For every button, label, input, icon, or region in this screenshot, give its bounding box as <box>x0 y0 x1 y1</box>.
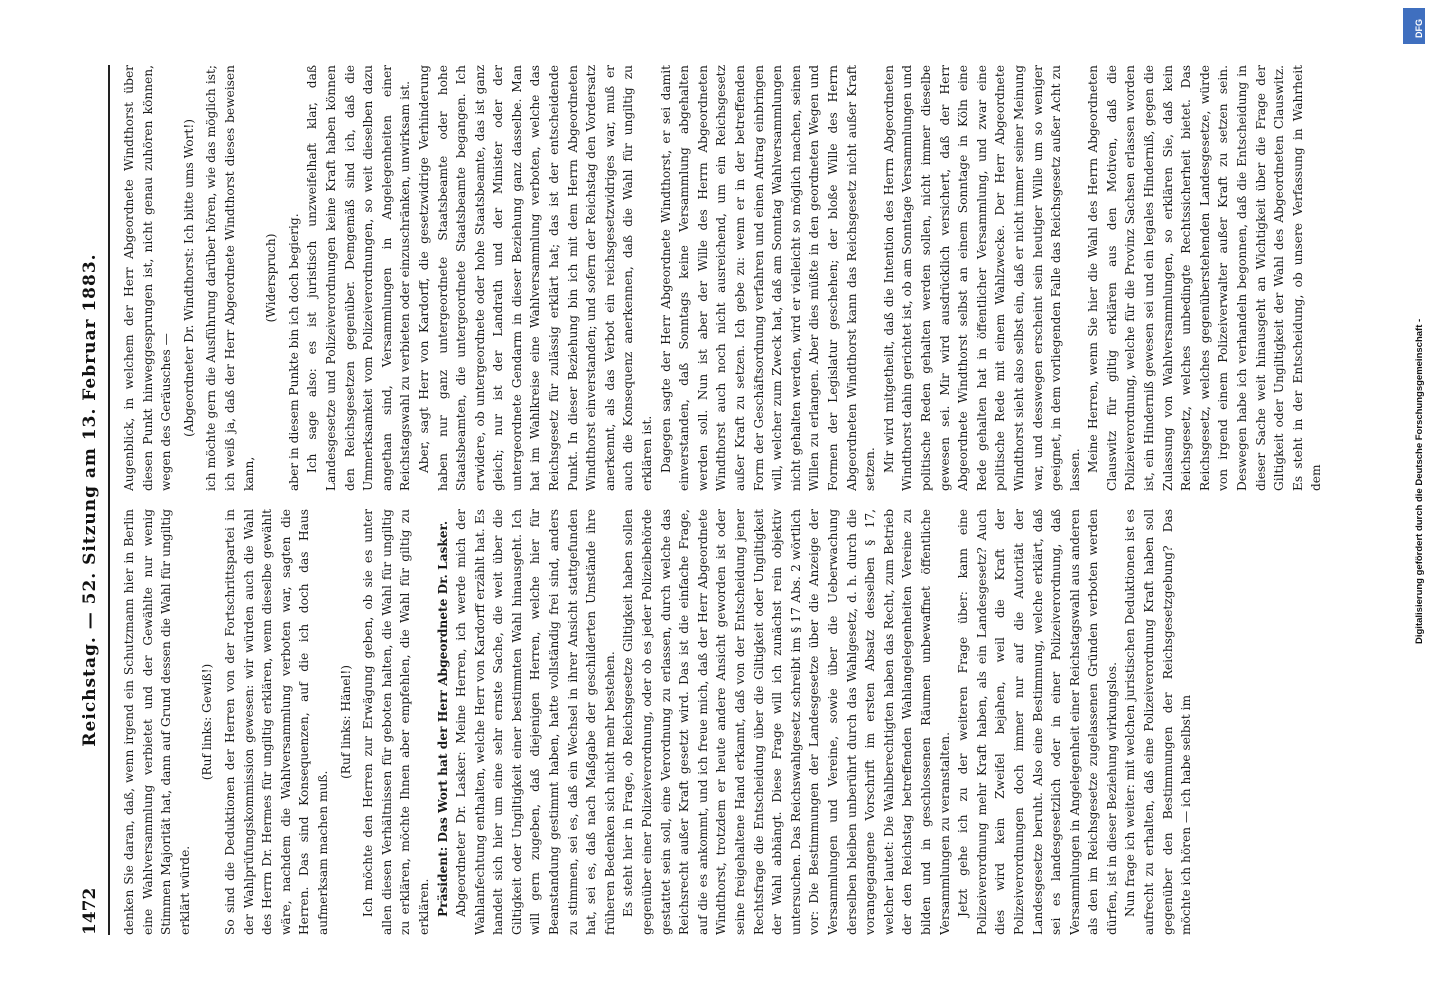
paragraph: Es steht hier in Frage, ob Reichsgesetze Giltigkeit haben sollen gegenüber einer Polizeiverordnung, oder ob es jeder Polizeibehörde gestattet sein soll, eine Verordnung zu erlassen, durch welche das Reichsrecht außer Kraft gesetzt wird. Das ist die einfache Frage, auf die es ankommt, und ich freue mich, daß der Herr Abgeordnete Windthorst, trotzdem er heute andere Ansicht geworden ist oder seine freigehaltene Hand erkannt, daß von der Entscheidung jener Rechtsfrage die Entscheidung über die Giltigkeit oder Ungiltigkeit der Wahl abhängt. Diese Frage will ich zunächst rein objektiv untersuchen. Das Reichswahlgesetz schreibt im § 17 Abs. 2 wörtlich vor: Die Bestimmungen der Landesgesetze über die Anzeige der Versammlungen und Vereine, sowie über die Ueberwachung derselben bleiben unberührt durch das Wahlgesetz, d. h. durch die vorangegangene Vorschrift im ersten Absatz desselben § 17, welcher lautet: Die Wahlberechtigten haben das Recht, zum Betrieb der den Reichstag betreffenden Wahlangelegenheiten Vereine zu bilden und in geschlossenen Räumen unbewaffnet öffentliche Versammlungen zu veranstalten. <box>621 509 952 935</box>
dfg-watermark <box>1399 4 1429 784</box>
running-title: Reichstag. — 52. Sitzung am 13. Februar 1883. <box>80 253 100 747</box>
paragraph: Abgeordneter Dr. Lasker: Meine Herren, ich werde mich der Wahlanfechtung enthalten, welche Herr von Kardorff erzählt hat. Es handelt sich hier um eine sehr ernste Sache, die weit über die Giltigkeit oder Ungiltigkeit einer bestimmten Wahl hinausgeht. Ich will gern zugeben, daß diejenigen Herren, welche hier für Beanstandung gestimmt haben, hatte vollständig frei sind, anders zu stimmen, sei es, daß ein Wechsel in ihrer Ansicht stattgefunden hat, sei es, daß nach Maßgabe der geschilderten Umstände ihre früheren Bedenken sich nicht mehr bestehen. <box>454 509 617 935</box>
dfg-credit-text: Digitalisierung gefördert durch die Deutsche Forschungsgemeinschaft - <box>1414 318 1425 644</box>
paragraph: Ich möchte den Herren zur Erwägung geben, ob sie es unter allen diesen Verhältnissen für geboten halten, die Wahl für ungiltig zu erklären, möchte Ihnen aber empfehlen, die Wahl für giltig zu erklären. <box>361 509 431 935</box>
paragraph: Meine Herren, wenn Sie hier die Wahl des Herrn Abgeordneten Clauswitz für giltig erklären aus den Motiven, daß die Polizeiverordnung, welche für die Provinz Sachsen erlassen worden ist, ein Hinderniß gewesen sei und ein legales Hinderniß, gegen die Zulassung von Wahlversammlungen, so erklären Sie, daß kein Reichsgesetz, welches unbedingte Rechtssicherheit bietet. Das Reichsgesetz, welches gegenüberstehenden Landesgesetze, würde von irgend einem Polizeiverwalter außer Kraft zu setzen sein. Deswegen habe ich verhandeln begonnen, daß die Entscheidung in dieser Sache weit hinausgeht an Wichtigkeit über die Frage der Giltigkeit oder Ungiltigkeit der Wahl des Abgeordneten Clauswitz. Es steht in der Entscheidung, ob unsere Verfassung in Wahrheit dem <box>1086 65 1324 491</box>
page-number: 1472 <box>80 887 100 935</box>
paragraph: Präsident: Das Wort hat der Herr Abgeordnete Dr. Lasker. <box>435 520 450 917</box>
paragraph: So sind die Deduktionen der Herren von der Fortschrittspartei in der Wahlprüfungskommission gewesen: wir würden auch die Wahl des Herrn Dr. Hermes für ungiltig erklären, wenn dieselbe gewählt wäre, nachdem die Wahlversammlung verboten war, sagten die Herren. Das sind Konsequenzen, auf die ich doch das Haus aufmerksam machen muß. <box>222 509 330 935</box>
dfg-logo: DFG <box>1403 8 1425 44</box>
paragraph: Aber, sagt Herr von Kardorff, die gesetzwidrige Verhinderung haben nur ganz untergeordnete Staatsbeamte oder hohe Staatsbeamten, die untergeordnete Staatsbeamte begangen. Ich erwidere, ob untergeordnete oder hohe Staatsbeamte, das ist ganz gleich; nur ist der Landrath und der Minister oder der untergeordnete Gendarm in dieser Beziehung ganz dasselbe. Man hat im Wahlkreise eine Wahlversammlung verboten, welche das Reichsgesetz für zulässig erklärt hat; das ist der entscheidende Punkt. In dieser Beziehung bin ich mit dem Herrn Abgeordneten Windthorst einverstanden; und sofern der Reichstag den Vordersatz anerkennt, als das Verbot ein reichsgesetzwidriges war, muß er auch die Konsequenz anerkennen, daß die Wahl für ungiltig zu erklären ist. <box>416 65 655 491</box>
paragraph: Dagegen sagte der Herr Abgeordnete Windthorst, er sei damit einverstanden, daß Sonntags keine Versammlung abgehalten werden soll. Nun ist aber der Wille des Herrn Abgeordneten Windthorst auch noch nicht ausreichend, um ein Reichsgesetz außer Kraft zu setzen. Ich gebe zu: wenn er in der betreffenden Form der Geschäftsordnung verfahren und einen Antrag einbringen will, welcher zum Zweck hat, daß am Sonntag Wahlversammlungen nicht gehalten werden, wird er vielleicht so möglich machen, seinen Willen zu erlangen. Aber dies müßte in den geordneten Wegen und Formen der Legislatur geschehen; der bloße Wille des Herrn Abgeordneten Windthorst kann das Reichsgesetz nicht außer Kraft setzen. <box>658 65 878 491</box>
paragraph: (Widerspruch) <box>264 233 279 323</box>
paragraph: Nun frage ich weiter: mit welchen juristischen Deduktionen ist es aufrecht zu erhalten, daß eine Polizeiverordnung Kraft haben soll gegenüber den Bestimmungen der Reichsgesetzgebung? Das möchte ich hören — ich habe selbst im <box>1123 509 1194 935</box>
paragraph: Mir wird mitgetheilt, daß die Intention des Herrn Abgeordneten Windthorst dahin gerichtet ist, ob am Sonntage Versammlungen und politische Reden gehalten werden sollen, nicht immer dieselbe gewesen sei. Mir wird ausdrücklich versichert, daß der Herr Abgeordnete Windthorst selbst an einem Sonntage in Köln eine Rede gehalten hat in öffentlicher Versammlung, und zwar eine politische Rede mit einem Wahlzwecke. Der Herr Abgeordnete Windthorst sieht also selbst ein, daß er nicht immer seiner Meinung war, und desswegen erscheint sein heutiger Wille um so weniger geeignet, in dem vorliegenden Falle das Reichsgesetz außer Acht zu lassen. <box>881 65 1082 491</box>
text-columns <box>120 65 1332 935</box>
text-column-left <box>120 509 1332 935</box>
rotated-page-content <box>66 35 1366 965</box>
paragraph: Ich sage also: es ist juristisch unzweifelhaft klar, daß Landesgesetze und Polizeiverordnungen keine Kraft haben können den Reichsgesetzen gegenüber. Demgemäß sind ich, daß die Ummerksamkeit vom Polizeiverordnungen, so weit dieselben dazu angethan sind, Versammlungen in Angelegenheiten einer Reichstagswahl zu verbieten oder einzuschränken, unwirksam ist. <box>305 65 413 491</box>
paragraph: (Ruf links: Hänel!) <box>338 665 353 779</box>
paragraph: aber in diesem Punkte bin ich doch begierig. <box>286 213 301 491</box>
paragraph: denken Sie daran, daß, wenn irgend ein Schutzmann hier in Berlin eine Wahlversammlung verbietet und der Gewählte nur wenig Stimmen Majorität hat, dann auf Grund dessen die Wahl für ungiltig erklärt würde. <box>122 509 192 935</box>
paragraph: Jetzt gehe ich zu der weiteren Frage über: kann eine Polizeiverordnung mehr Kraft haben, als ein Landesgesetz? Auch dies wird kein Zweifel bejahen, weil die Kraft der Polizeiverordnungen doch immer nur auf die Autorität der Landesgesetze beruht. Also eine Bestimmung, welche erklärt, daß sei es landesgesetzlich oder in einer Polizeiverordnung, daß Versammlungen in Angelegenheit einer Reichstagswahl aus anderen als den im Reichsgesetze zugelassenen Gründen verboten werden dürfen, ist in dieser Beziehung wirkungslos. <box>956 509 1119 935</box>
paragraph: ich möchte gern die Ausführung darüber hören, wie das möglich ist; ich weiß ja, daß der Herr Abgeordnete Windthorst dieses beweisen kann, <box>204 65 256 491</box>
text-column-right <box>120 65 1332 491</box>
paragraph: (Abgeordneter Dr. Windthorst: Ich bitte ums Wort!) <box>181 119 196 438</box>
header-rule <box>108 65 110 935</box>
page-header <box>80 65 110 935</box>
paragraph: Augenblick, in welchem der Herr Abgeordnete Windthorst über diesen Punkt hinweggesprungen ist, nicht genau zuhören können, wegen des Geräusches — <box>122 65 174 491</box>
paragraph: (Ruf links: Gewiß!) <box>200 663 215 781</box>
